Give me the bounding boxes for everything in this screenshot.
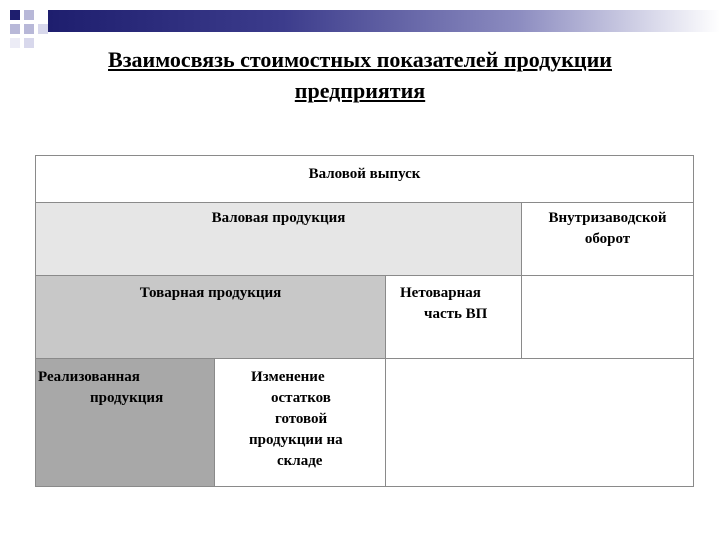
slide-title	[40, 44, 680, 106]
cell-label-line: складе	[277, 453, 323, 469]
cell-label-line: Реализованная	[38, 369, 140, 385]
cell-label-line: Нетоварная	[400, 285, 481, 301]
decor-square	[38, 24, 48, 34]
cell-empty	[521, 275, 694, 359]
cell-label: Валовая продукция	[211, 210, 346, 226]
decor-square	[10, 38, 20, 48]
cell-stock-change	[214, 358, 386, 487]
cell-label-line: остатков	[271, 390, 331, 406]
cell-commodity-production	[35, 275, 386, 359]
cell-sold-production	[35, 358, 215, 487]
cell-label-line: оборот	[584, 231, 631, 247]
cell-gross-output	[35, 155, 694, 203]
cell-label-line: часть ВП	[424, 306, 488, 322]
cell-non-commodity-part	[385, 275, 522, 359]
decor-square	[24, 24, 34, 34]
cell-label-line: продукции на	[249, 432, 343, 448]
cell-label-line: Изменение	[251, 369, 325, 385]
cell-gross-production	[35, 202, 522, 276]
cell-label-line: Внутризаводской	[548, 210, 667, 226]
slide-title-line: предприятия	[294, 78, 426, 103]
cell-intra-plant-turnover	[521, 202, 694, 276]
cell-label-line: готовой	[275, 411, 328, 427]
decor-square	[10, 10, 20, 20]
cell-empty	[385, 358, 694, 487]
cell-label: Товарная продукция	[139, 285, 282, 301]
cell-label: Валовой выпуск	[308, 166, 421, 182]
decor-square	[24, 10, 34, 20]
decorative-header-strip	[0, 0, 720, 40]
cell-label-line: продукция	[90, 390, 164, 406]
decor-square	[10, 24, 20, 34]
decor-gradient-bar	[48, 10, 720, 32]
decor-square	[24, 38, 34, 48]
slide-title-line: Взаимосвязь стоимостных показателей продукции	[108, 47, 612, 72]
